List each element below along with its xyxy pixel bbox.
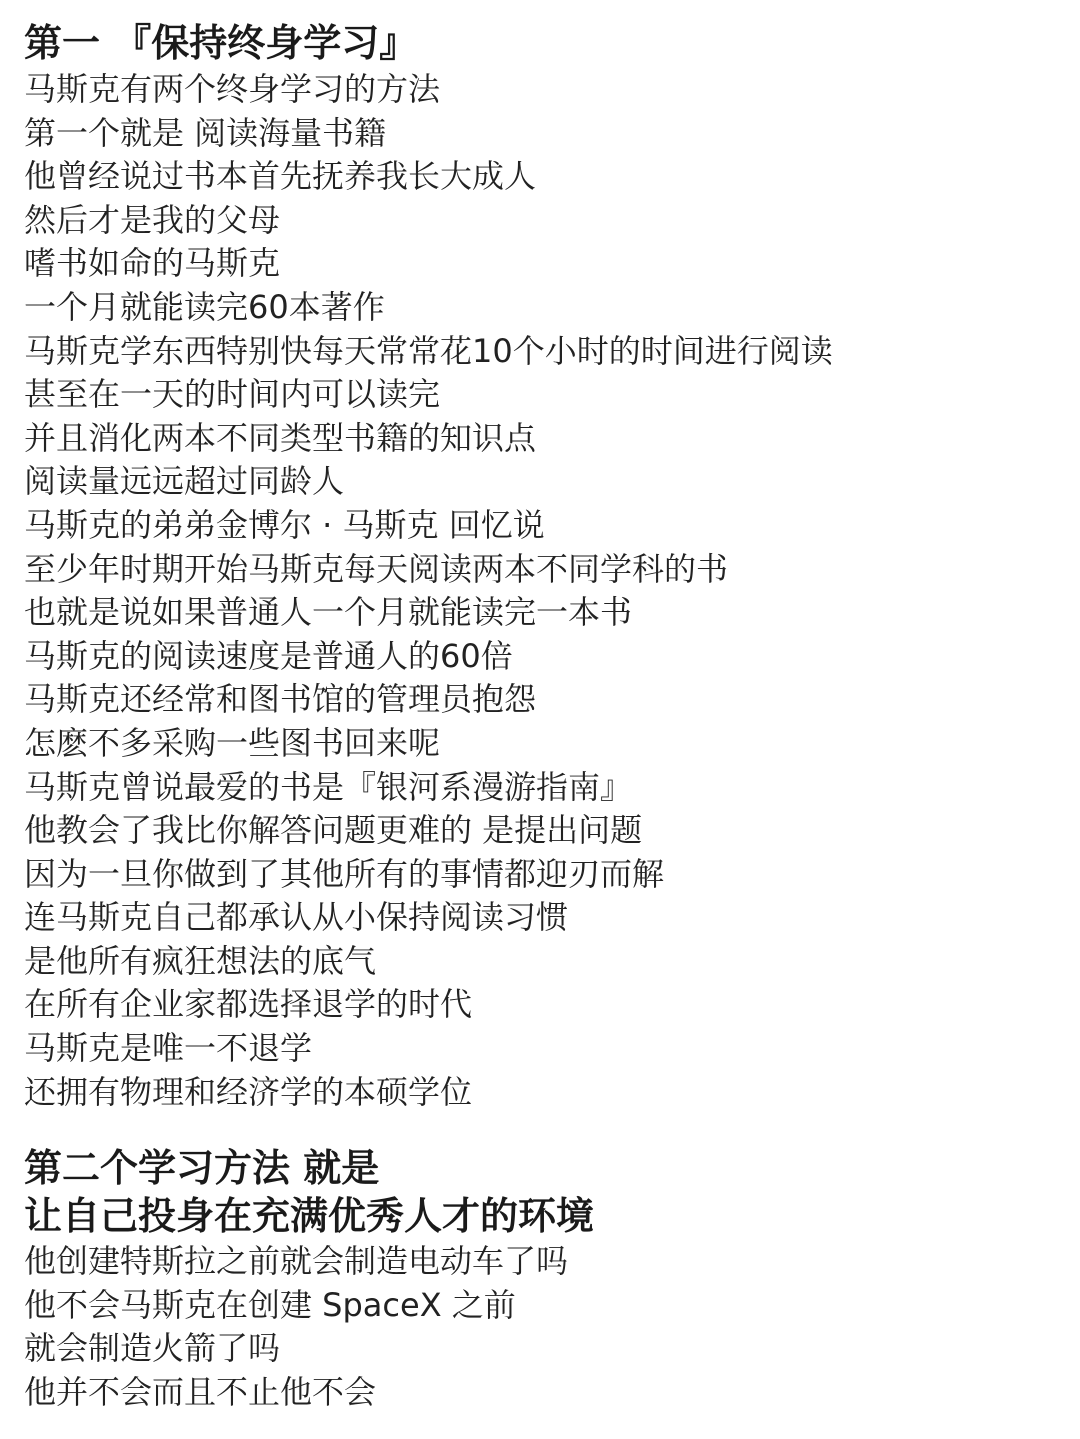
text-line: 他并不会而且不止他不会 xyxy=(24,1373,377,1412)
section-lifelong-learning xyxy=(24,18,1064,1114)
text-line: 马斯克曾说最爱的书是『银河系漫游指南』 xyxy=(24,767,633,806)
note-content xyxy=(24,18,1064,1415)
text-line: 马斯克的弟弟金博尔 · 马斯克 回忆说 xyxy=(24,505,545,544)
text-line: 在所有企业家都选择退学的时代 xyxy=(24,985,473,1024)
text-line: 阅读量远远超过同龄人 xyxy=(24,462,345,501)
text-line: 是他所有疯狂想法的底气 xyxy=(24,941,377,980)
section-spacer xyxy=(24,1114,1064,1144)
text-line: 马斯克有两个终身学习的方法 xyxy=(24,70,441,108)
text-line: 他教会了我比你解答问题更难的 是提出问题 xyxy=(24,811,643,850)
section-environment xyxy=(24,1144,1064,1414)
section-2-title-line: 让自己投身在充满优秀人才的环境 xyxy=(24,1194,595,1239)
text-line: 怎麽不多采购一些图书回来呢 xyxy=(24,723,441,762)
text-line: 第一个就是 阅读海量书籍 xyxy=(24,113,387,152)
text-line: 然后才是我的父母 xyxy=(24,200,281,239)
text-line: 马斯克的阅读速度是普通人的60倍 xyxy=(24,636,513,675)
text-line: 马斯克是唯一不退学 xyxy=(24,1029,313,1068)
text-line: 至少年时期开始马斯克每天阅读两本不同学科的书 xyxy=(24,549,729,588)
text-line: 也就是说如果普通人一个月就能读完一本书 xyxy=(24,593,633,632)
text-line: 他不会马斯克在创建 SpaceX 之前 xyxy=(24,1285,516,1324)
text-line: 还拥有物理和经济学的本硕学位 xyxy=(24,1072,473,1111)
text-line: 嗜书如命的马斯克 xyxy=(24,244,281,283)
text-line: 一个月就能读完60本著作 xyxy=(24,287,385,326)
section-1-title: 第一 『保持终身学习』 xyxy=(24,21,418,65)
text-line: 并且消化两本不同类型书籍的知识点 xyxy=(24,418,537,457)
text-line: 马斯克学东西特别快每天常常花10个小时的时间进行阅读 xyxy=(24,331,833,370)
text-line: 他创建特斯拉之前就会制造电动车了吗 xyxy=(24,1242,569,1281)
text-line: 因为一旦你做到了其他所有的事情都迎刃而解 xyxy=(24,854,665,893)
text-line: 甚至在一天的时间内可以读完 xyxy=(24,375,441,414)
text-line: 马斯克还经常和图书馆的管理员抱怨 xyxy=(24,680,537,719)
section-2-title-line: 第二个学习方法 就是 xyxy=(24,1146,380,1191)
text-line: 他曾经说过书本首先抚养我长大成人 xyxy=(24,157,537,196)
text-line: 就会制造火箭了吗 xyxy=(24,1329,281,1368)
text-line: 连马斯克自己都承认从小保持阅读习惯 xyxy=(24,898,569,937)
